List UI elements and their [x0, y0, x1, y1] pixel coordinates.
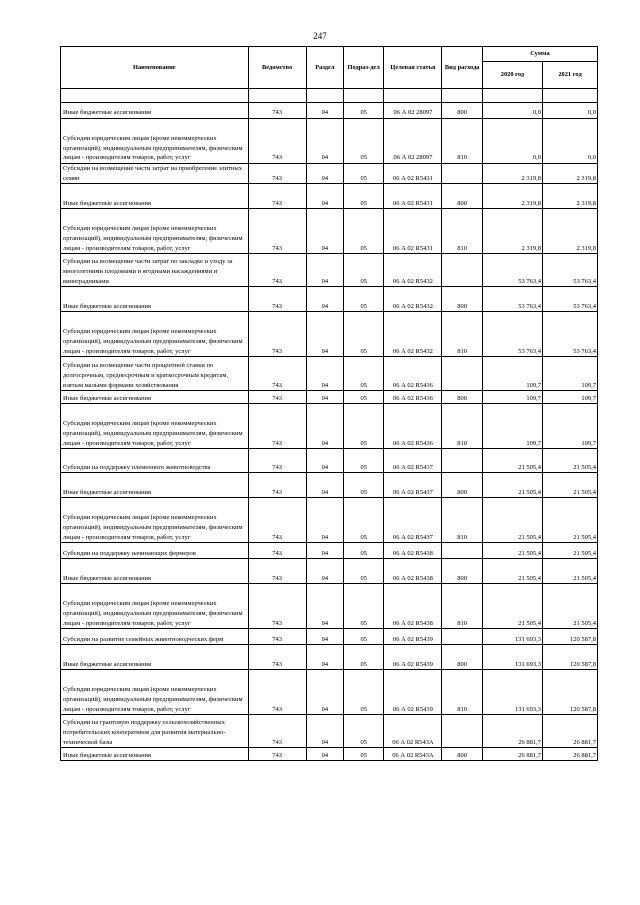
- row-section: 04: [306, 254, 343, 287]
- row-name: Субсидии на возмещение части затрат на приобретение элитных семян: [61, 164, 249, 184]
- row-sum-2021: 120 587,8: [543, 629, 598, 645]
- header-subsection: Подраз-дел: [343, 47, 383, 89]
- row-section: 04: [306, 287, 343, 312]
- table-header: [61, 47, 598, 103]
- row-section: 04: [306, 184, 343, 209]
- row-section: 04: [306, 645, 343, 670]
- budget-table: [60, 46, 598, 761]
- row-article: 06 А 02 R543А: [384, 715, 442, 748]
- row-subsection: 05: [343, 404, 383, 449]
- row-subsection: 05: [343, 670, 383, 715]
- table-body: [61, 103, 598, 761]
- row-sum-2021: 120 587,8: [543, 645, 598, 670]
- row-name: Иные бюджетные ассигнования: [61, 473, 249, 498]
- header-section: Раздел: [306, 47, 343, 89]
- row-sum-2020: 21 505,4: [482, 584, 542, 629]
- row-sum-2020: 2 319,8: [482, 164, 542, 184]
- row-sum-2020: 21 505,4: [482, 473, 542, 498]
- header-name: Наименование: [61, 47, 249, 89]
- row-section: 04: [306, 498, 343, 543]
- row-subsection: 05: [343, 629, 383, 645]
- row-name: Субсидии юридическим лицам (кроме некоммерческих организаций), индивидуальным предпринимателям, физическим лицам - производителям товаров, работ, услуг: [61, 119, 249, 164]
- row-section: 04: [306, 449, 343, 473]
- row-expense-type: 800: [442, 103, 482, 119]
- row-section: 04: [306, 164, 343, 184]
- row-subsection: 05: [343, 449, 383, 473]
- row-sum-2021: 53 763,4: [543, 287, 598, 312]
- header-expense-type: Вид расхода: [442, 47, 482, 89]
- row-sum-2020: 131 693,3: [482, 670, 542, 715]
- row-sum-2020: 0,0: [482, 103, 542, 119]
- row-sum-2020: 26 881,7: [482, 748, 542, 761]
- row-subsection: 05: [343, 184, 383, 209]
- row-article: 06 А 02 R5432: [384, 312, 442, 357]
- row-sum-2020: 2 319,8: [482, 209, 542, 254]
- row-expense-type: [442, 543, 482, 559]
- row-section: 04: [306, 670, 343, 715]
- row-article: 06 А 02 R5436: [384, 357, 442, 391]
- row-sum-2021: 53 763,4: [543, 312, 598, 357]
- row-department: 743: [248, 449, 306, 473]
- row-subsection: 05: [343, 715, 383, 748]
- row-department: 743: [248, 584, 306, 629]
- row-sum-2021: 21 505,4: [543, 584, 598, 629]
- row-sum-2021: 2 319,8: [543, 209, 598, 254]
- page-number: 247: [313, 31, 327, 41]
- row-section: 04: [306, 103, 343, 119]
- row-section: 04: [306, 357, 343, 391]
- row-article: 06 А 02 R5432: [384, 287, 442, 312]
- row-department: 743: [248, 119, 306, 164]
- row-section: 04: [306, 312, 343, 357]
- row-section: 04: [306, 119, 343, 164]
- table-row: [61, 103, 598, 119]
- row-name: Субсидии на возмещение части затрат по закладке и уходу за многолетними плодовыми и ягодными насаждениями и виноградниками: [61, 254, 249, 287]
- table-row: [61, 209, 598, 254]
- row-section: 04: [306, 404, 343, 449]
- row-subsection: 05: [343, 164, 383, 184]
- row-name: Субсидии на поддержку племенного животноводства: [61, 449, 249, 473]
- row-name: Иные бюджетные ассигнования: [61, 184, 249, 209]
- row-expense-type: [442, 449, 482, 473]
- table-row: [61, 498, 598, 543]
- row-expense-type: [442, 629, 482, 645]
- row-subsection: 05: [343, 748, 383, 761]
- row-name: Субсидии юридическим лицам (кроме некоммерческих организаций), индивидуальным предпринимателям, физическим лицам - производителям товаров, работ, услуг: [61, 498, 249, 543]
- table-row: [61, 254, 598, 287]
- row-section: 04: [306, 473, 343, 498]
- row-name: Субсидии юридическим лицам (кроме некоммерческих организаций), индивидуальным предпринимателям, физическим лицам - производителям товаров, работ, услуг: [61, 209, 249, 254]
- row-department: 743: [248, 543, 306, 559]
- row-name: Иные бюджетные ассигнования: [61, 748, 249, 761]
- row-expense-type: 810: [442, 498, 482, 543]
- row-expense-type: [442, 254, 482, 287]
- row-sum-2021: 120 587,8: [543, 670, 598, 715]
- row-expense-type: [442, 164, 482, 184]
- header-sum: Сумма: [482, 47, 597, 62]
- row-department: 743: [248, 164, 306, 184]
- row-expense-type: 810: [442, 584, 482, 629]
- row-name: Иные бюджетные ассигнования: [61, 103, 249, 119]
- row-name: Субсидии юридическим лицам (кроме некоммерческих организаций), индивидуальным предпринимателям, физическим лицам - производителям товаров, работ, услуг: [61, 312, 249, 357]
- row-expense-type: 810: [442, 404, 482, 449]
- table-row: [61, 473, 598, 498]
- row-department: 743: [248, 715, 306, 748]
- table-row: [61, 629, 598, 645]
- row-subsection: 05: [343, 543, 383, 559]
- row-subsection: 05: [343, 209, 383, 254]
- row-sum-2020: 26 881,7: [482, 715, 542, 748]
- row-subsection: 05: [343, 312, 383, 357]
- header-department: Ведомство: [248, 47, 306, 89]
- row-sum-2020: 21 505,4: [482, 543, 542, 559]
- table-row: [61, 670, 598, 715]
- row-sum-2021: 53 763,4: [543, 254, 598, 287]
- row-subsection: 05: [343, 254, 383, 287]
- row-article: 06 А 02 R543А: [384, 748, 442, 761]
- row-sum-2020: 109,7: [482, 357, 542, 391]
- row-sum-2020: 21 505,4: [482, 559, 542, 584]
- row-section: 04: [306, 715, 343, 748]
- row-sum-2020: 109,7: [482, 391, 542, 404]
- row-sum-2020: 0,0: [482, 119, 542, 164]
- row-article: 06 А 02 R5438: [384, 584, 442, 629]
- row-article: 06 А 02 28097: [384, 103, 442, 119]
- row-sum-2020: 53 763,4: [482, 287, 542, 312]
- row-sum-2020: 131 693,3: [482, 645, 542, 670]
- row-subsection: 05: [343, 584, 383, 629]
- row-expense-type: 800: [442, 473, 482, 498]
- row-expense-type: 810: [442, 119, 482, 164]
- row-department: 743: [248, 184, 306, 209]
- row-name: Иные бюджетные ассигнования: [61, 391, 249, 404]
- table-row: [61, 119, 598, 164]
- row-subsection: 05: [343, 287, 383, 312]
- row-sum-2020: 53 763,4: [482, 312, 542, 357]
- row-expense-type: 800: [442, 391, 482, 404]
- row-expense-type: 810: [442, 209, 482, 254]
- row-subsection: 05: [343, 473, 383, 498]
- header-spacer-row: [61, 89, 598, 103]
- header-year-2021: 2021 год: [543, 62, 598, 89]
- row-name: Субсидии на развитие семейных животноводческих ферм: [61, 629, 249, 645]
- row-article: 06 А 02 R5436: [384, 391, 442, 404]
- table-row: [61, 391, 598, 404]
- row-department: 743: [248, 357, 306, 391]
- row-article: 06 А 02 R5438: [384, 543, 442, 559]
- row-department: 743: [248, 404, 306, 449]
- row-subsection: 05: [343, 559, 383, 584]
- row-article: 06 А 02 R5431: [384, 184, 442, 209]
- row-sum-2021: 0,0: [543, 103, 598, 119]
- table-row: [61, 404, 598, 449]
- row-article: 06 А 02 R5439: [384, 670, 442, 715]
- row-sum-2021: 109,7: [543, 357, 598, 391]
- row-name: Субсидии юридическим лицам (кроме некоммерческих организаций), индивидуальным предпринимателям, физическим лицам - производителям товаров, работ, услуг: [61, 670, 249, 715]
- row-sum-2020: 53 763,4: [482, 254, 542, 287]
- row-sum-2021: 21 505,4: [543, 449, 598, 473]
- row-department: 743: [248, 645, 306, 670]
- row-sum-2020: 131 693,3: [482, 629, 542, 645]
- row-sum-2020: 2 319,8: [482, 184, 542, 209]
- table-row: [61, 357, 598, 391]
- row-section: 04: [306, 629, 343, 645]
- row-name: Субсидии юридическим лицам (кроме некоммерческих организаций), индивидуальным предпринимателям, физическим лицам - производителям товаров, работ, услуг: [61, 404, 249, 449]
- row-department: 743: [248, 473, 306, 498]
- row-department: 743: [248, 254, 306, 287]
- row-expense-type: 800: [442, 559, 482, 584]
- row-sum-2021: 109,7: [543, 404, 598, 449]
- table-row: [61, 715, 598, 748]
- row-sum-2021: 26 881,7: [543, 715, 598, 748]
- row-sum-2021: 21 505,4: [543, 559, 598, 584]
- row-sum-2021: 26 881,7: [543, 748, 598, 761]
- table-row: [61, 748, 598, 761]
- row-article: 06 А 02 R5437: [384, 449, 442, 473]
- row-sum-2021: 109,7: [543, 391, 598, 404]
- row-section: 04: [306, 584, 343, 629]
- row-department: 743: [248, 391, 306, 404]
- row-department: 743: [248, 748, 306, 761]
- row-department: 743: [248, 559, 306, 584]
- row-department: 743: [248, 629, 306, 645]
- table-row: [61, 287, 598, 312]
- row-article: 06 А 02 R5437: [384, 473, 442, 498]
- table-row: [61, 543, 598, 559]
- row-section: 04: [306, 748, 343, 761]
- table-row: [61, 449, 598, 473]
- row-name: Субсидии на возмещение части процентной ставки по долгосрочным, среднесрочным и краткосрочным кредитам, взятым малыми формами хозяйствования: [61, 357, 249, 391]
- row-article: 06 А 02 R5439: [384, 645, 442, 670]
- row-subsection: 05: [343, 103, 383, 119]
- row-department: 743: [248, 670, 306, 715]
- row-subsection: 05: [343, 498, 383, 543]
- row-expense-type: 810: [442, 312, 482, 357]
- row-name: Субсидии на поддержку начинающих фермеров: [61, 543, 249, 559]
- row-department: 743: [248, 498, 306, 543]
- table-row: [61, 312, 598, 357]
- row-name: Субсидии юридическим лицам (кроме некоммерческих организаций), индивидуальным предпринимателям, физическим лицам - производителям товаров, работ, услуг: [61, 584, 249, 629]
- row-sum-2020: 109,7: [482, 404, 542, 449]
- row-subsection: 05: [343, 391, 383, 404]
- row-section: 04: [306, 543, 343, 559]
- row-article: 06 А 02 28097: [384, 119, 442, 164]
- header-article: Целевая статья: [384, 47, 442, 89]
- header-year-2020: 2020 год: [482, 62, 542, 89]
- row-expense-type: 810: [442, 670, 482, 715]
- row-article: 06 А 02 R5437: [384, 498, 442, 543]
- row-expense-type: 800: [442, 645, 482, 670]
- row-sum-2021: 2 319,8: [543, 164, 598, 184]
- row-section: 04: [306, 559, 343, 584]
- row-expense-type: 800: [442, 287, 482, 312]
- row-article: 06 А 02 R5439: [384, 629, 442, 645]
- row-article: 06 А 02 R5438: [384, 559, 442, 584]
- row-sum-2021: 0,0: [543, 119, 598, 164]
- table-row: [61, 559, 598, 584]
- row-subsection: 05: [343, 645, 383, 670]
- row-section: 04: [306, 391, 343, 404]
- table-row: [61, 184, 598, 209]
- table-row: [61, 164, 598, 184]
- row-sum-2020: 21 505,4: [482, 498, 542, 543]
- row-subsection: 05: [343, 357, 383, 391]
- row-section: 04: [306, 209, 343, 254]
- row-sum-2021: 21 505,4: [543, 543, 598, 559]
- row-sum-2021: 2 319,8: [543, 184, 598, 209]
- row-name: Иные бюджетные ассигнования: [61, 645, 249, 670]
- row-name: Субсидии на грантовую поддержку сельскохозяйственных потребительских кооперативов для развития материально-технической базы: [61, 715, 249, 748]
- table-row: [61, 645, 598, 670]
- row-expense-type: 800: [442, 748, 482, 761]
- row-article: 06 А 02 R5436: [384, 404, 442, 449]
- table-row: [61, 584, 598, 629]
- row-sum-2021: 21 505,4: [543, 473, 598, 498]
- row-sum-2021: 21 505,4: [543, 498, 598, 543]
- row-expense-type: 800: [442, 184, 482, 209]
- row-article: 06 А 02 R5431: [384, 209, 442, 254]
- row-article: 06 А 02 R5432: [384, 254, 442, 287]
- row-expense-type: [442, 715, 482, 748]
- row-department: 743: [248, 209, 306, 254]
- row-article: 06 А 02 R5431: [384, 164, 442, 184]
- row-department: 743: [248, 312, 306, 357]
- row-expense-type: [442, 357, 482, 391]
- row-subsection: 05: [343, 119, 383, 164]
- row-name: Иные бюджетные ассигнования: [61, 559, 249, 584]
- row-name: Иные бюджетные ассигнования: [61, 287, 249, 312]
- row-sum-2020: 21 505,4: [482, 449, 542, 473]
- row-department: 743: [248, 103, 306, 119]
- row-department: 743: [248, 287, 306, 312]
